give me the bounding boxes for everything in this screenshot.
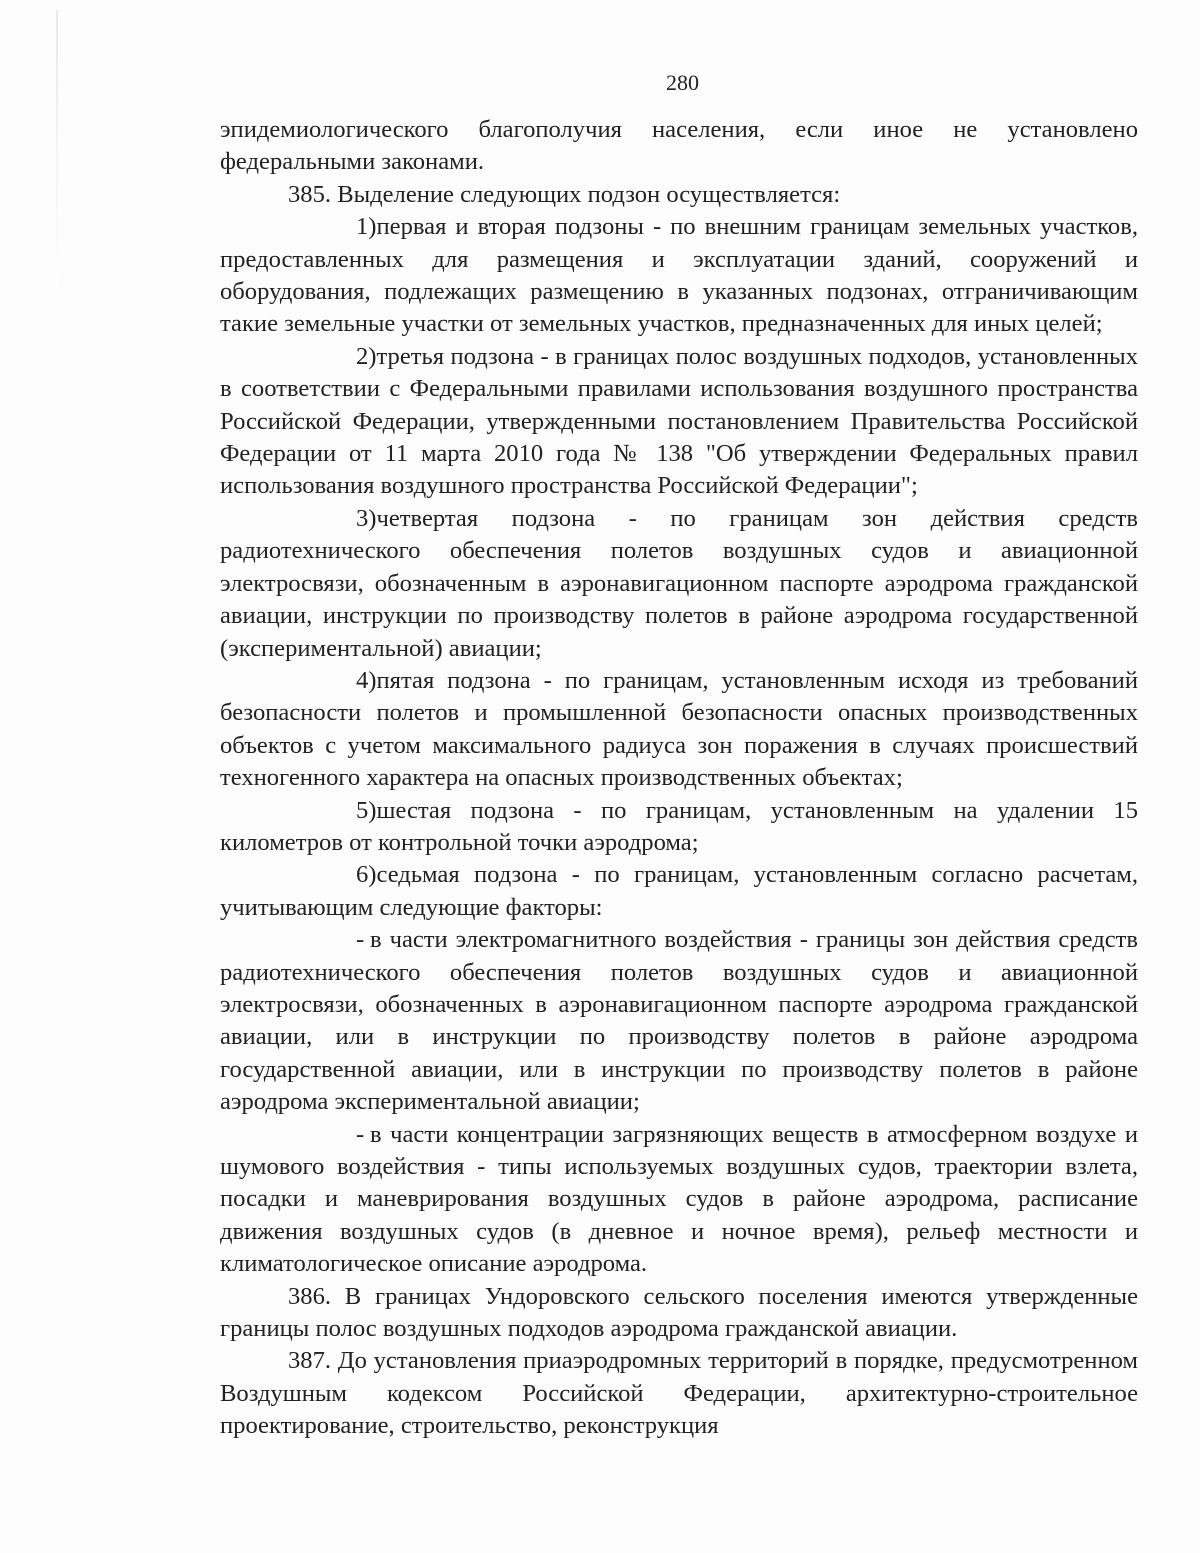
dash-marker: - [356,1120,365,1148]
list-marker: 6) [356,861,377,889]
dash-item-text: в части электромагнитного воздействия - границы зон действия средств радиотехнического обеспечения полетов воздушных судов и авиационной электросвязи, обозначенных в аэронавигационном паспорте аэродрома гражданской авиации, или в инструкции по производству полетов в районе аэродрома государственной авиации, или в инструкции по производству полетов в районе аэродрома экспериментальной авиации; [220,926,1138,1116]
list-item-text: третья подзона - в границах полос воздушных подходов, установленных в соответствии с Федеральными правилами использования воздушного пространства Российской Федерации, утвержденными постановлением Правительства Российской Федерации от 11 марта 2010 года № 138 "Об утверждении Федеральных правил использования воздушного пространства Российской Федерации"; [220,342,1138,500]
paragraph-386: 386. В границах Ундоровского сельского поселения имеются утвержденные границы полос воздушных подходов аэродрома гражданской авиации. [220,1282,1138,1343]
list-marker: 5) [356,796,377,824]
dash-item-pollution [220,1119,1138,1281]
document-body [220,114,1138,1443]
dash-item-electromagnetic [220,924,1138,1118]
paragraph-387: 387. До установления приаэродромных территорий в порядке, предусмотренном Воздушным кодексом Российской Федерации, архитектурно-строительное проектирование, строительство, реконструкция [220,1347,1138,1440]
list-item-text: шестая подзона - по границам, установленным на удалении 15 километров от контрольной точки аэродрома; [220,796,1138,856]
list-marker: 4) [356,666,377,694]
dash-item-text: в части концентрации загрязняющих веществ в атмосферном воздухе и шумового воздействия - типы используемых воздушных судов, траектории взлета, посадки и маневрирования воздушных судов в районе аэродрома, расписание движения воздушных судов (в дневное и ночное время), рельеф местности и климатологическое описание аэродрома. [220,1120,1138,1278]
page-number: 280 [666,70,699,95]
list-item-4 [220,665,1138,795]
list-marker: 3) [356,504,377,532]
list-item-2 [220,341,1138,503]
paragraph-continuation: эпидемиологического благополучия населения, если иное не установлено федеральными законами. [220,116,1138,176]
list-item-3 [220,503,1138,665]
list-item-text: первая и вторая подзоны - по внешним границам земельных участков, предоставленных для размещения и эксплуатации зданий, сооружений и оборудования, подлежащих размещению в указанных подзонах, отграничивающим такие земельные участки от земельных участков, предназначенных для иных целей; [220,213,1138,338]
list-item-text: четвертая подзона - по границам зон действия средств радиотехнического обеспечения полетов воздушных судов и авиационной электросвязи, обозначенным в аэронавигационном паспорте аэродрома гражданской авиации, инструкции по производству полетов в районе аэродрома государственной (экспериментальной) авиации; [220,504,1138,662]
list-item-1 [220,211,1138,341]
list-marker: 2) [356,342,377,370]
paragraph-385: 385. Выделение следующих подзон осуществляется: [288,180,841,208]
list-item-5 [220,795,1138,860]
scan-edge-shadow [56,10,58,290]
dash-marker: - [356,926,365,954]
list-item-6 [220,859,1138,924]
list-item-text: седьмая подзона - по границам, установленным согласно расчетам, учитывающим следующие факторы: [220,861,1138,921]
list-marker: 1) [356,213,377,241]
list-item-text: пятая подзона - по границам, установленным исходя из требований безопасности полетов и промышленной безопасности опасных производственных объектов с учетом максимального радиуса зон поражения в случаях происшествий техногенного характера на опасных производственных объектах; [220,666,1138,792]
